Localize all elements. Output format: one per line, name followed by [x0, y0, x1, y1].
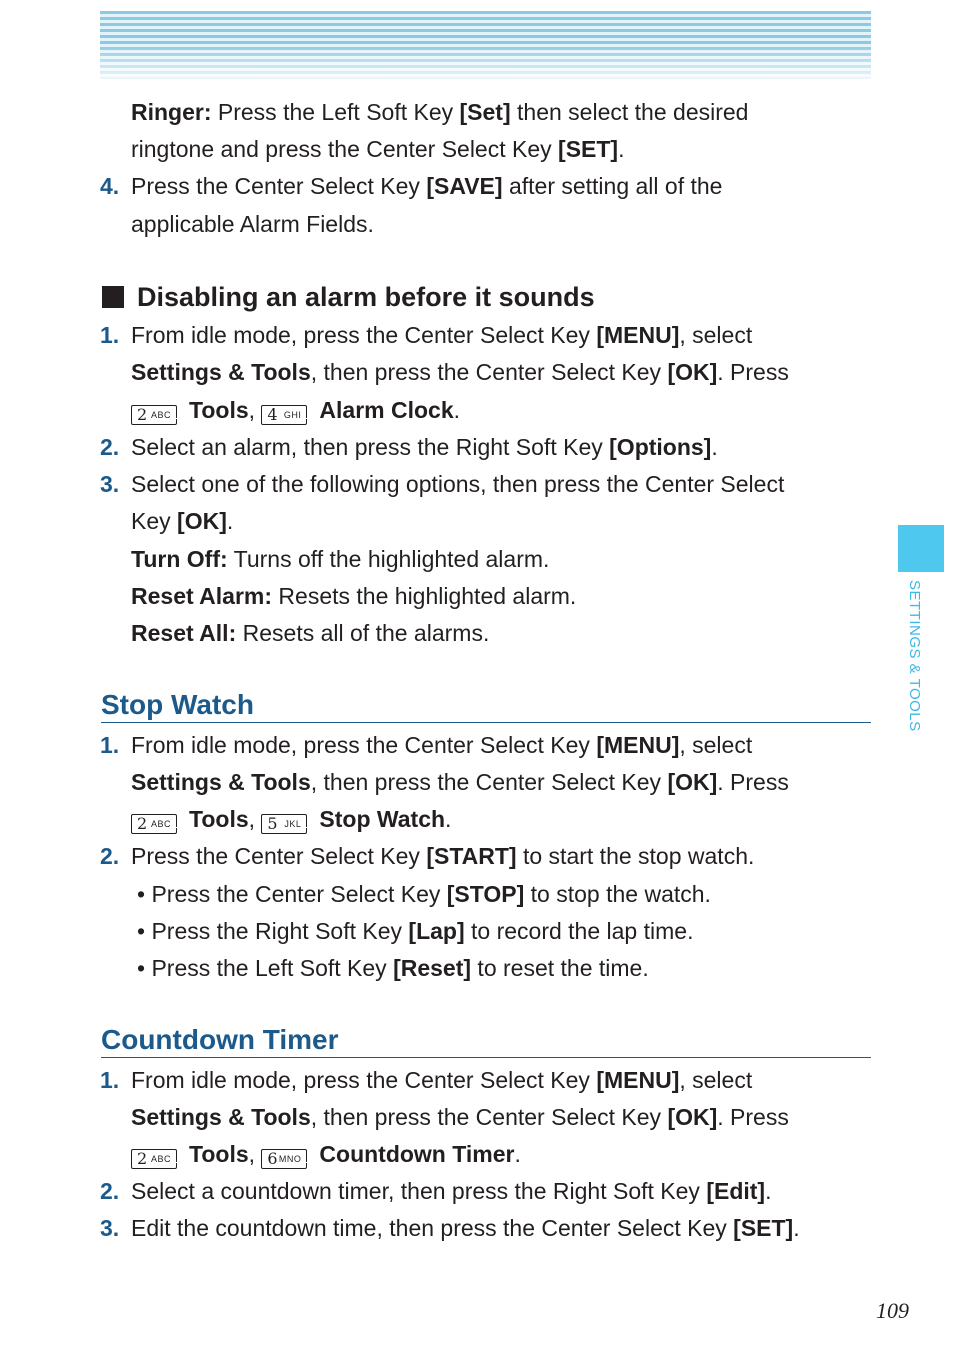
section-side-label: SETTINGS & TOOLS: [906, 580, 923, 732]
step-number: 1.: [100, 322, 120, 348]
step-number: 3.: [100, 471, 120, 497]
key-2-icon: 2 ABC: [131, 814, 177, 834]
disabling-step-1-line-2: Settings & Tools, then press the Center Select Key [OK]. Press: [131, 359, 789, 385]
countdown-step-3: Edit the countdown time, then press the Center Select Key [SET].: [131, 1215, 800, 1241]
step-4-line-2: applicable Alarm Fields.: [131, 211, 374, 237]
stopwatch-step-1-line-3: 2 ABC Tools, 5 JKL Stop Watch.: [131, 804, 451, 834]
disabling-step-3-line-1: Select one of the following options, then press the Center Select: [131, 471, 785, 497]
countdown-step-1-line-1: From idle mode, press the Center Select Key [MENU], select: [131, 1067, 753, 1093]
countdown-step-1-line-2: Settings & Tools, then press the Center Select Key [OK]. Press: [131, 1104, 789, 1130]
key-5-icon: 5 JKL: [261, 814, 307, 834]
key-2-icon: 2 ABC: [131, 405, 177, 425]
option-reset-all: Reset All: Resets all of the alarms.: [131, 620, 490, 646]
step-number: 2.: [100, 843, 120, 869]
stopwatch-step-2: Press the Center Select Key [START] to start the stop watch.: [131, 843, 755, 869]
step-number: 4.: [100, 173, 120, 199]
step-number: 3.: [100, 1215, 120, 1241]
disabling-step-1-line-1: From idle mode, press the Center Select Key [MENU], select: [131, 322, 753, 348]
stopwatch-step-1-line-1: From idle mode, press the Center Select Key [MENU], select: [131, 732, 753, 758]
key-6-icon: 6 MNO: [261, 1149, 307, 1169]
ringer-line-2: ringtone and press the Center Select Key [SET].: [131, 136, 625, 162]
step-number: 1.: [100, 732, 120, 758]
step-number: 1.: [100, 1067, 120, 1093]
key-4-icon: 4 GHI: [261, 405, 307, 425]
ringer-line-1: Ringer: Press the Left Soft Key [Set] then select the desired: [131, 99, 749, 125]
subsection-heading: Disabling an alarm before it sounds: [102, 280, 595, 314]
page-number: 109: [876, 1298, 909, 1323]
key-2-icon: 2 ABC: [131, 1149, 177, 1169]
section-heading-countdown-timer: Countdown Timer: [101, 1023, 871, 1058]
header-banner: [100, 11, 871, 79]
disabling-step-3-line-2: Key [OK].: [131, 508, 234, 534]
stopwatch-bullet-reset: • Press the Left Soft Key [Reset] to reset the time.: [137, 955, 649, 981]
option-turn-off: Turn Off: Turns off the highlighted alarm.: [131, 546, 550, 572]
disabling-step-2: Select an alarm, then press the Right Soft Key [Options].: [131, 434, 718, 460]
step-number: 2.: [100, 434, 120, 460]
section-heading-stop-watch: Stop Watch: [101, 688, 871, 723]
step-4-line-1: Press the Center Select Key [SAVE] after setting all of the: [131, 173, 723, 199]
stopwatch-bullet-lap: • Press the Right Soft Key [Lap] to record the lap time.: [137, 918, 694, 944]
countdown-step-2: Select a countdown timer, then press the Right Soft Key [Edit].: [131, 1178, 772, 1204]
section-tab-marker: [898, 525, 944, 572]
stopwatch-step-1-line-2: Settings & Tools, then press the Center Select Key [OK]. Press: [131, 769, 789, 795]
countdown-step-1-line-3: 2 ABC Tools, 6 MNO Countdown Timer.: [131, 1139, 521, 1169]
option-reset-alarm: Reset Alarm: Resets the highlighted alarm.: [131, 583, 577, 609]
square-bullet-icon: [102, 286, 124, 308]
disabling-step-1-line-3: 2 ABC Tools, 4 GHI Alarm Clock.: [131, 395, 460, 425]
stopwatch-bullet-stop: • Press the Center Select Key [STOP] to stop the watch.: [137, 881, 711, 907]
step-number: 2.: [100, 1178, 120, 1204]
